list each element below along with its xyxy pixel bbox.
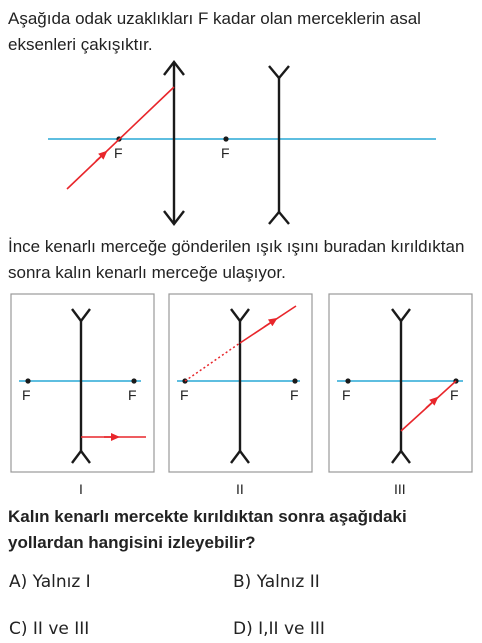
panel-2-focus-label-left: F bbox=[180, 387, 189, 403]
focus-label-right: F bbox=[221, 145, 230, 161]
question-text: Kalın kenarlı mercekte kırıldıktan sonra aşağıdaki yollardan hangisini izleyebilir? bbox=[8, 507, 407, 552]
panel-2-ray-arrow bbox=[264, 319, 276, 327]
panel-3 bbox=[329, 294, 472, 472]
mid-text: İnce kenarlı merceğe gönderilen ışık ışını buradan kırıldıktan sonra kalın kenarlı merceğe ulaşıyor. bbox=[8, 237, 465, 282]
diverging-lens bbox=[269, 66, 289, 224]
panel-1 bbox=[11, 294, 154, 472]
option-a[interactable]: A) Yalnız I bbox=[9, 572, 91, 592]
panel-2-diverging-lens bbox=[231, 309, 249, 463]
focus-point-right bbox=[223, 136, 228, 141]
option-c[interactable]: C) II ve III bbox=[9, 619, 90, 639]
panel-2-ray-extension bbox=[185, 343, 240, 381]
panel-3-diverging-lens bbox=[392, 309, 410, 463]
incident-ray-arrow bbox=[96, 152, 106, 161]
option-d[interactable]: D) I,II ve III bbox=[233, 619, 325, 639]
panel-1-focus-label-left: F bbox=[22, 387, 31, 403]
panel-1-focus-right bbox=[131, 378, 136, 383]
panel-2 bbox=[169, 294, 312, 472]
panel-3-focus-label-right: F bbox=[450, 387, 459, 403]
panel-1-focus-label-right: F bbox=[128, 387, 137, 403]
option-b[interactable]: B) Yalnız II bbox=[233, 572, 320, 592]
panel-1-focus-left bbox=[25, 378, 30, 383]
panel-2-label: II bbox=[236, 481, 244, 497]
panel-1-label: I bbox=[79, 481, 83, 497]
panel-3-label: III bbox=[394, 481, 406, 497]
panel-3-focus-left bbox=[345, 378, 350, 383]
panel-1-diverging-lens bbox=[72, 309, 90, 463]
converging-lens bbox=[164, 62, 184, 224]
panel-2-focus-right bbox=[292, 378, 297, 383]
top-diagram bbox=[48, 62, 436, 224]
incident-ray bbox=[67, 87, 174, 189]
panel-2-focus-label-right: F bbox=[290, 387, 299, 403]
focus-label-left: F bbox=[114, 145, 123, 161]
intro-text: Aşağıda odak uzaklıkları F kadar olan merceklerin asal eksenleri çakışıktır. bbox=[8, 9, 421, 54]
panel-3-focus-label-left: F bbox=[342, 387, 351, 403]
panel-3-ray-arrow bbox=[426, 398, 437, 408]
